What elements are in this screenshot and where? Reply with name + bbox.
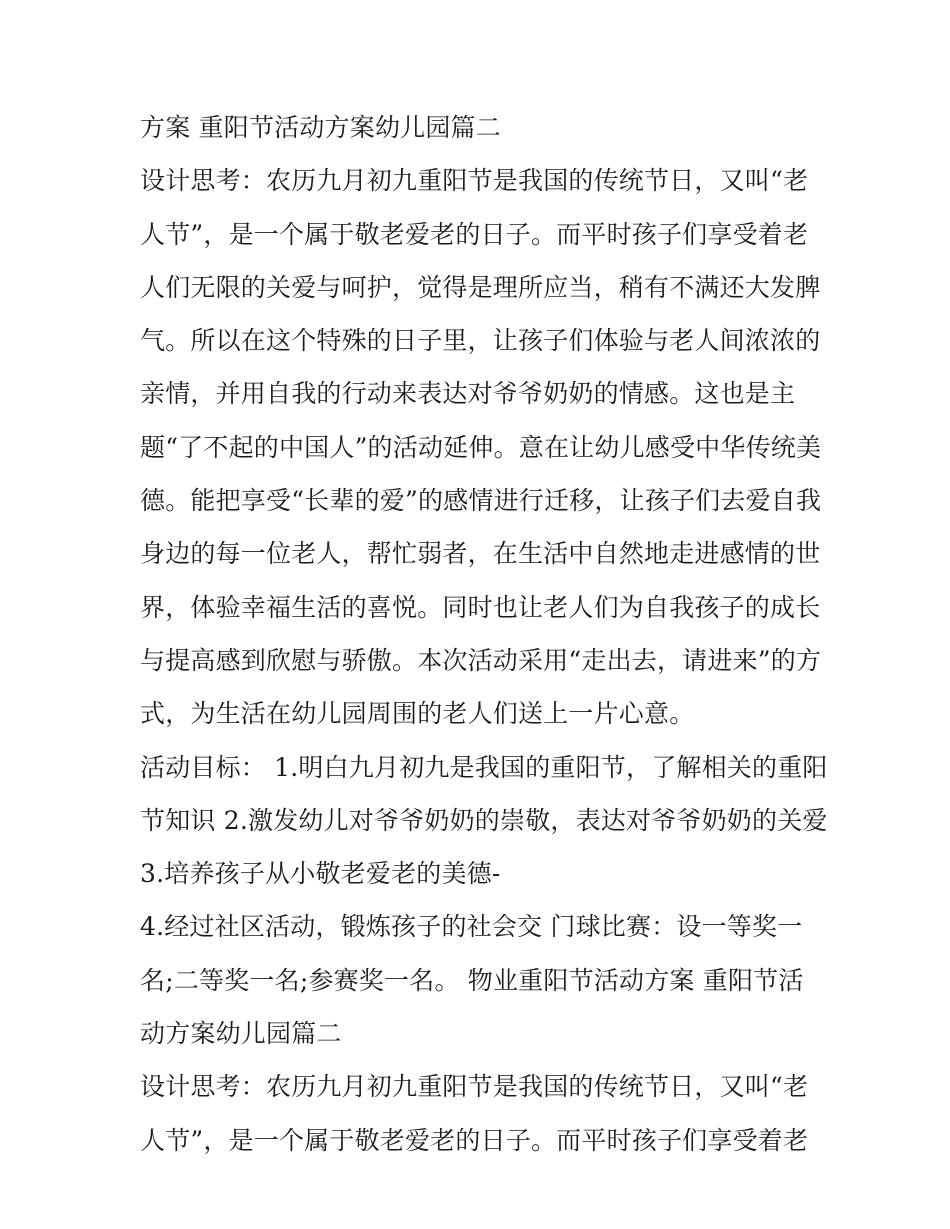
text-line: 名;二等奖一名;参赛奖一名。 物业重阳节活动方案 重阳节活 xyxy=(140,965,804,995)
text-line: 界，体验幸福生活的喜悦。同时也让老人们为自我孩子的成长 xyxy=(140,592,821,622)
text-line: 设计思考：农历九月初九重阳节是我国的传统节日，又叫“老 xyxy=(140,166,809,196)
text-line: 动方案幼儿园篇二 xyxy=(140,1019,342,1049)
text-line: 设计思考：农历九月初九重阳节是我国的传统节日，又叫“老 xyxy=(140,1072,809,1102)
text-line: 题“了不起的中国人”的活动延伸。意在让幼儿感受中华传统美 xyxy=(140,432,822,462)
text-line: 身边的每一位老人，帮忙弱者，在生活中自然地走进感情的世 xyxy=(140,539,821,569)
text-line: 活动目标： 1.明白九月初九是我国的重阳节，了解相关的重阳 xyxy=(140,752,828,782)
text-line: 方案 重阳节活动方案幼儿园篇二 xyxy=(140,113,501,142)
text-line: 人节”，是一个属于敬老爱老的日子。而平时孩子们享受着老 xyxy=(140,1125,809,1155)
text-line: 气。所以在这个特殊的日子里，让孩子们体验与老人间浓浓的 xyxy=(140,326,821,356)
text-line: 人们无限的关爱与呵护，觉得是理所应当，稍有不满还大发脾 xyxy=(140,272,821,302)
text-line: 节知识 2.激发幼儿对爷爷奶奶的崇敬，表达对爷爷奶奶的关爱 xyxy=(140,805,828,835)
text-line: 4.经过社区活动，锻炼孩子的社会交 门球比赛：设一等奖一 xyxy=(140,912,803,942)
text-line: 与提高感到欣慰与骄傲。本次活动采用“走出去，请进来”的方 xyxy=(140,645,822,675)
text-line: 亲情，并用自我的行动来表达对爷爷奶奶的情感。这也是主 xyxy=(140,379,796,409)
text-line: 3.培养孩子从小敬老爱老的美德- xyxy=(140,859,501,889)
text-line: 式，为生活在幼儿园周围的老人们送上一片心意。 xyxy=(140,699,695,729)
document-body xyxy=(140,109,830,1175)
text-line: 人节”，是一个属于敬老爱老的日子。而平时孩子们享受着老 xyxy=(140,219,809,249)
text-line: 德。能把享受“长辈的爱”的感情进行迁移，让孩子们去爱自我 xyxy=(140,486,822,516)
